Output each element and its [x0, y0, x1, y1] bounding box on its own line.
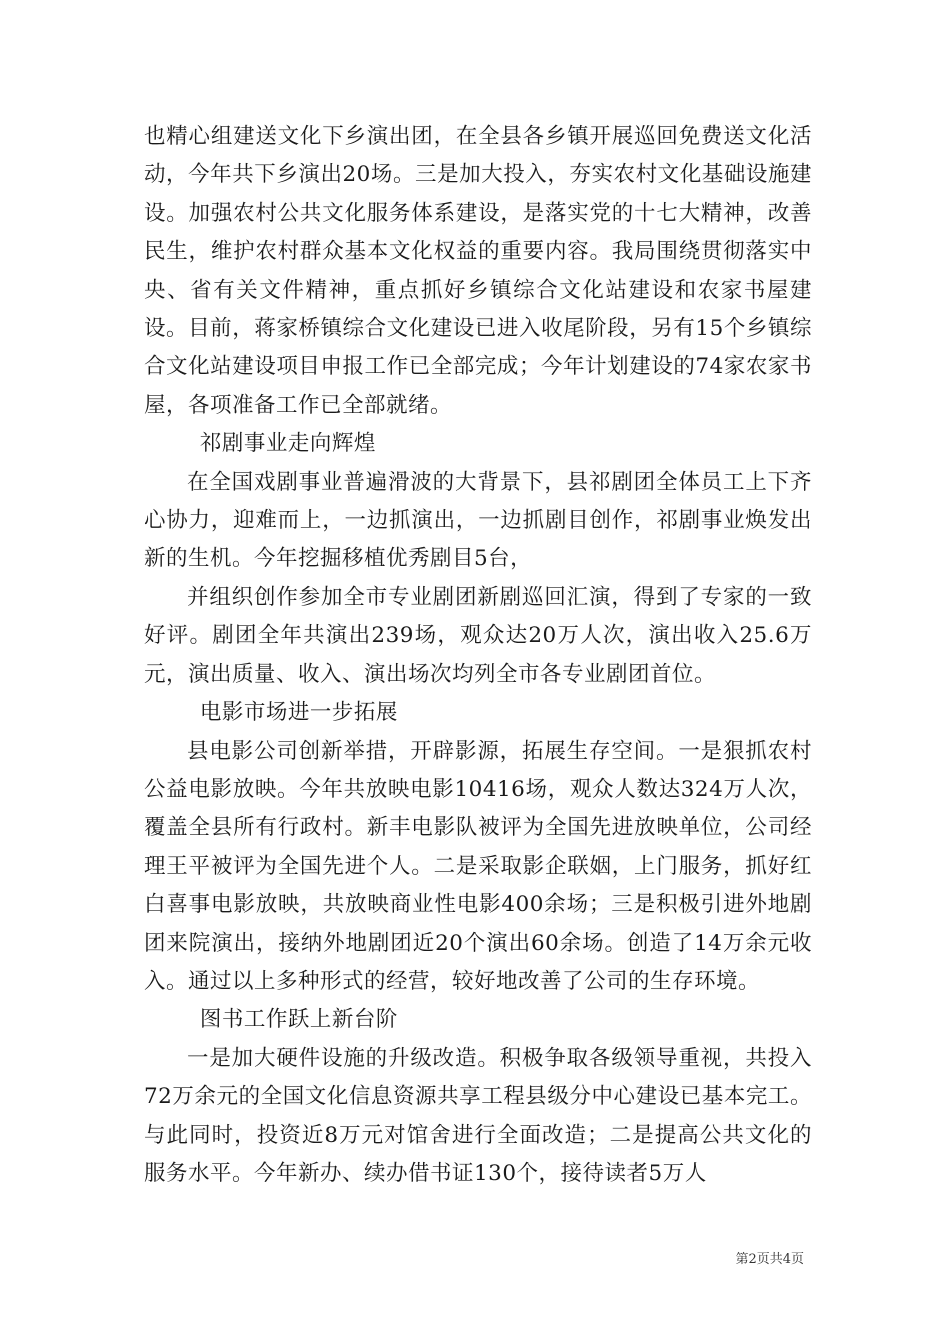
paragraph-film-market: 县电影公司创新举措，开辟影源，拓展生存空间。一是狠抓农村公益电影放映。今年共放映电影10416场，观众人数达324万人次，覆盖全县所有行政村。新丰电影队被评为全国先进放映单位，公司经理王平被评为全国先进个人。二是采取影企联姻，上门服务，抓好红白喜事电影放映，共放映商业性电影400余场；三是积极引进外地剧团来院演出，接纳外地剧团近20个演出60余场。创造了14万余元收入。通过以上多种形式的经营，较好地改善了公司的生存环境。 — [144, 738, 812, 994]
paragraph-rural-culture-continued: 也精心组建送文化下乡演出团，在全县各乡镇开展巡回免费送文化活动，今年共下乡演出20场。三是加大投入，夯实农村文化基础设施建设。加强农村公共文化服务体系建设，是落实党的十七大精神，改善民生，维护农村群众基本文化权益的重要内容。我局围绕贯彻落实中央、省有关文件精神，重点抓好乡镇综合文化站建设和农家书屋建设。目前，蒋家桥镇综合文化建设已进入收尾阶段，另有15个乡镇综合文化站建设项目申报工作已全部完成；今年计划建设的74家农家书屋，各项准备工作已全部就绪。 — [144, 124, 812, 418]
heading-film-market: 电影市场进一步拓展 — [199, 700, 398, 726]
paragraph-library-work: 一是加大硬件设施的升级改造。积极争取各级领导重视，共投入72万余元的全国文化信息资源共享工程县级分中心建设已基本完工。与此同时，投资近8万元对馆舍进行全面改造；二是提高公共文化的服务水平。今年新办、续办借书证130个，接待读者5万人 — [144, 1045, 812, 1186]
document-page — [144, 118, 812, 1193]
paragraph-qi-opera-2: 并组织创作参加全市专业剧团新剧巡回汇演，得到了专家的一致好评。剧团全年共演出239场，观众达20万人次，演出收入25.6万元，演出质量、收入、演出场次均列全市各专业剧团首位。 — [144, 584, 812, 687]
heading-library-work: 图书工作跃上新台阶 — [199, 1007, 398, 1033]
paragraph-qi-opera-1: 在全国戏剧事业普遍滑波的大背景下，县祁剧团全体员工上下齐心协力，迎难而上，一边抓演出，一边抓剧目创作，祁剧事业焕发出新的生机。今年挖掘移植优秀剧目5台， — [144, 469, 812, 572]
heading-qi-opera: 祁剧事业走向辉煌 — [199, 431, 376, 457]
page-number-footer: 第2页共4页 — [735, 1252, 804, 1267]
